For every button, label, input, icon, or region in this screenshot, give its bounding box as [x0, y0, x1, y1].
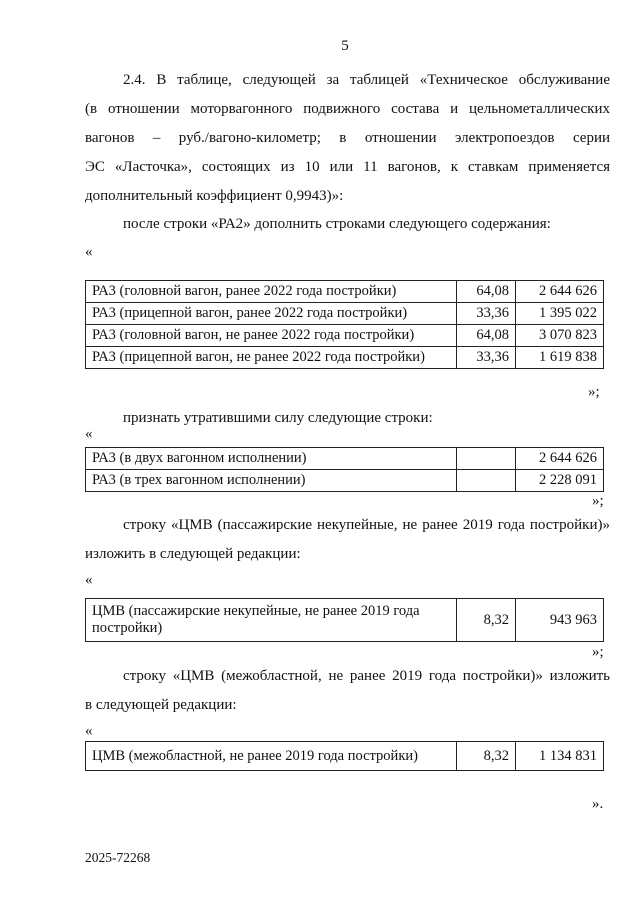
table-row	[86, 347, 604, 369]
paragraph-line: строку «ЦМВ (межобластной, не ранее 2019 года постройки)» изложить	[123, 668, 610, 684]
paragraph-line: 2.4. В таблице, следующей за таблицей «Техническое обслуживание	[123, 72, 610, 88]
table-add-rows	[85, 280, 604, 369]
instruction-repeal: признать утратившими силу следующие строки:	[123, 410, 433, 426]
quote-open: «	[85, 723, 93, 739]
row-coef: 33,36	[457, 303, 516, 325]
paragraph-line: вагонов – руб./вагоно-километр; в отношении электропоездов серии	[85, 130, 610, 146]
table-row	[86, 303, 604, 325]
quote-close: »;	[592, 493, 604, 509]
table-row	[86, 448, 604, 470]
row-name: РА3 (в трех вагонном исполнении)	[86, 470, 457, 492]
paragraph-line: ЭС «Ласточка», состоящих из 10 или 11 вагонов, к ставкам применяется	[85, 159, 610, 175]
paragraph-line: строку «ЦМВ (пассажирские некупейные, не ранее 2019 года постройки)»	[123, 517, 610, 533]
row-name: РА3 (головной вагон, не ранее 2022 года постройки)	[86, 325, 457, 347]
instruction-cmv-passenger	[85, 511, 610, 569]
table-row	[86, 325, 604, 347]
row-coef: 8,32	[457, 742, 516, 771]
instruction-add-rows: после строки «РА2» дополнить строками следующего содержания:	[123, 216, 551, 232]
quote-open: «	[85, 426, 93, 442]
row-value: 2 644 626	[516, 281, 604, 303]
paragraph-line: в следующей редакции:	[85, 697, 237, 713]
row-coef: 64,08	[457, 325, 516, 347]
table-row	[86, 742, 604, 771]
row-name: РА3 (в двух вагонном исполнении)	[86, 448, 457, 470]
row-coef	[457, 470, 516, 492]
row-name: ЦМВ (межобластной, не ранее 2019 года постройки)	[86, 742, 457, 771]
row-name: РА3 (головной вагон, ранее 2022 года постройки)	[86, 281, 457, 303]
row-coef: 8,32	[457, 599, 516, 642]
row-name: РА3 (прицепной вагон, не ранее 2022 года постройки)	[86, 347, 457, 369]
row-name: РА3 (прицепной вагон, ранее 2022 года постройки)	[86, 303, 457, 325]
document-code: 2025-72268	[85, 850, 151, 865]
row-value: 1 619 838	[516, 347, 604, 369]
row-name: ЦМВ (пассажирские некупейные, не ранее 2019 года постройки)	[86, 599, 457, 642]
table-row	[86, 281, 604, 303]
quote-open: «	[85, 572, 93, 588]
quote-close: »;	[592, 644, 604, 660]
table-cmv-interregional	[85, 741, 604, 771]
row-value: 943 963	[516, 599, 604, 642]
row-coef	[457, 448, 516, 470]
row-value: 1 134 831	[516, 742, 604, 771]
row-value: 2 644 626	[516, 448, 604, 470]
table-cmv-passenger	[85, 598, 604, 642]
row-value: 3 070 823	[516, 325, 604, 347]
row-coef: 33,36	[457, 347, 516, 369]
quote-close: »;	[588, 384, 600, 400]
quote-close: ».	[592, 796, 604, 812]
table-row	[86, 470, 604, 492]
paragraph-line: изложить в следующей редакции:	[85, 546, 301, 562]
table-repeal-rows	[85, 447, 604, 492]
table-row	[86, 599, 604, 642]
paragraph-line: (в отношении моторвагонного подвижного состава и цельнометаллических	[85, 101, 610, 117]
page-number: 5	[341, 38, 349, 54]
paragraph-line: дополнительный коэффициент 0,9943)»:	[85, 188, 344, 204]
instruction-cmv-interregional	[85, 662, 610, 720]
row-coef: 64,08	[457, 281, 516, 303]
row-value: 1 395 022	[516, 303, 604, 325]
row-value: 2 228 091	[516, 470, 604, 492]
quote-open: «	[85, 244, 93, 260]
paragraph-2-4	[85, 66, 610, 211]
